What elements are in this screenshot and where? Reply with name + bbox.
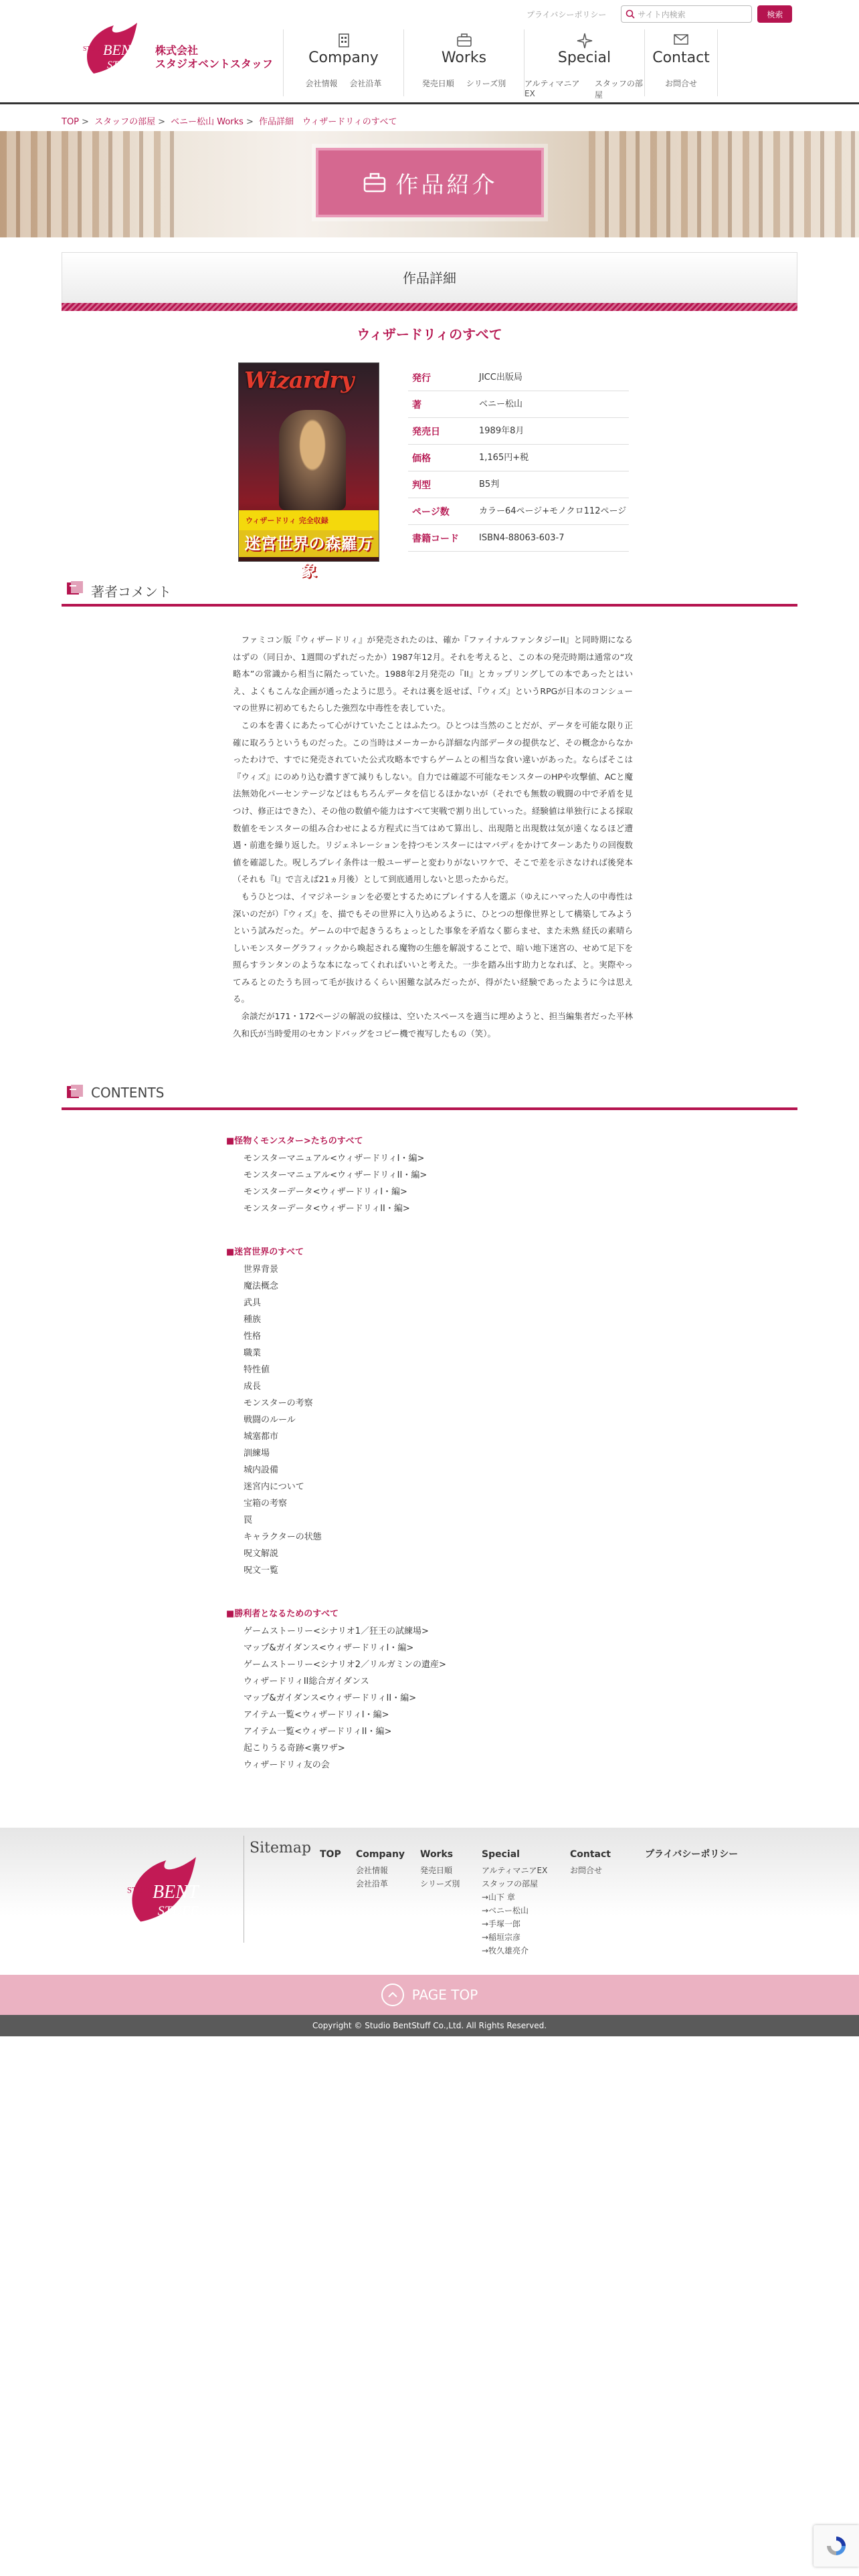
nav-special-ultimania[interactable]: アルティマニアEX	[524, 79, 580, 98]
comment-paragraph: 余談だが171・172ページの解説の紋様は、空いたスペースを適当に埋めようと、担当編集者だった平林久和氏が当時愛用のセカンドバッグをコピー機で複写したもの（笑）。	[233, 1011, 633, 1039]
page-top-label: PAGE TOP	[411, 1987, 478, 2003]
nav-special-title[interactable]: Special	[557, 49, 611, 66]
footer-works-heading[interactable]: Works	[420, 1849, 454, 1860]
spec-key: 書籍コード	[412, 533, 459, 544]
list-item: モンスターマニュアル<ウィザードリィII・編>	[244, 1170, 427, 1180]
cover-figure	[279, 410, 346, 510]
spec-key: ページ数	[412, 506, 450, 518]
briefcase-icon	[456, 32, 473, 48]
copyright: Copyright © Studio BentStuff Co.,Ltd. All Rights Reserved.	[0, 2015, 859, 2036]
building-icon	[335, 32, 353, 48]
nav-contact-inquiry[interactable]: お問合せ	[664, 79, 697, 88]
company-name-line2: スタジオベントスタッフ	[155, 58, 273, 70]
nav-works-title[interactable]: Works	[441, 49, 487, 66]
footer-link[interactable]: →牧久雄亮介	[482, 1946, 529, 1955]
site-footer	[0, 1828, 859, 1975]
search-icon	[626, 9, 635, 19]
list-item: 宝箱の考察	[244, 1499, 288, 1509]
spec-value: B5判	[479, 479, 500, 490]
hero-title-box	[316, 148, 544, 217]
spec-value: ISBN4-88063-603-7	[479, 533, 565, 543]
footer-link[interactable]: →稲垣宗彦	[482, 1933, 521, 1942]
nav-works[interactable]	[403, 29, 524, 96]
book-cover-image	[238, 362, 379, 580]
list-item: 性格	[244, 1331, 262, 1341]
list-item: マップ&ガイダンス<ウィザードリィI・編>	[244, 1643, 414, 1653]
section-title: 作品詳細	[403, 270, 456, 286]
nav-company-info[interactable]: 会社情報	[305, 79, 338, 88]
spec-key: 価格	[412, 453, 431, 464]
site-logo[interactable]	[74, 20, 147, 80]
breadcrumb-staff-room[interactable]: スタッフの部屋	[94, 117, 156, 127]
spec-row	[408, 364, 629, 391]
list-item: マップ&ガイダンス<ウィザードリィII・編>	[244, 1693, 417, 1703]
briefcase-icon	[363, 172, 387, 193]
search-input[interactable]	[621, 5, 752, 23]
list-item: 魔法概念	[244, 1281, 279, 1291]
svg-text:STUDIO: STUDIO	[83, 45, 108, 53]
footer-link[interactable]: 発売日順	[420, 1866, 453, 1875]
nav-works-by-series[interactable]: シリーズ別	[466, 79, 506, 88]
breadcrumb-top[interactable]: TOP	[62, 117, 80, 127]
spec-key: 判型	[412, 479, 431, 491]
list-item: 訓練場	[244, 1448, 270, 1459]
footer-logo[interactable]	[115, 1852, 209, 1932]
list-item: モンスターデータ<ウィザードリィII・編>	[244, 1204, 410, 1214]
spec-value: カラー64ページ+モノクロ112ページ	[479, 506, 627, 516]
svg-text:STUDIO: STUDIO	[126, 1885, 159, 1895]
spec-value: JICC出版局	[479, 372, 522, 383]
spec-value: 1989年8月	[479, 426, 524, 436]
utility-bar	[527, 5, 792, 23]
contents-group-title: ■勝利者となるためのすべて	[226, 1609, 339, 1619]
spec-row	[408, 498, 629, 525]
footer-link[interactable]: 会社沿革	[356, 1879, 389, 1889]
breadcrumb: TOP > スタッフの部屋 > ベニー松山 Works > 作品詳細 ウィザードリィのすべて	[62, 117, 397, 127]
section-title-bar	[62, 252, 797, 303]
hero-banner	[0, 131, 859, 237]
svg-text:STUFF: STUFF	[107, 60, 139, 71]
breadcrumb-works[interactable]: ベニー松山 Works	[171, 117, 244, 127]
list-item: 罠	[244, 1515, 253, 1525]
contents-list	[226, 1133, 628, 1788]
footer-link[interactable]: スタッフの部屋	[482, 1879, 539, 1889]
footer-privacy-link[interactable]: プライバシーポリシー	[645, 1849, 739, 1860]
spec-row	[408, 525, 629, 552]
list-item: 成長	[244, 1382, 262, 1392]
chevron-up-icon	[381, 1983, 404, 2006]
list-item: 職業	[244, 1348, 262, 1358]
contents-group-title: ■迷宮世界のすべて	[226, 1247, 304, 1257]
work-title: ウィザードリィのすべて	[357, 326, 502, 342]
spec-table	[408, 364, 629, 552]
footer-link[interactable]: シリーズ別	[420, 1879, 460, 1889]
list-item: ウィザードリィII総合ガイダンス	[244, 1677, 369, 1687]
hero-title: 作品紹介	[395, 171, 498, 199]
contents-group	[226, 1133, 628, 1217]
list-item: 呪文一覧	[244, 1566, 279, 1576]
spec-value: ベニー松山	[479, 399, 523, 409]
book-icon	[66, 1083, 84, 1101]
list-item: 種族	[244, 1315, 262, 1325]
sparkle-icon	[576, 32, 593, 49]
nav-company-history[interactable]: 会社沿革	[349, 79, 382, 88]
cover-band: ウィザードリィ 完全収録	[239, 510, 379, 530]
company-name-line1: 株式会社	[155, 44, 199, 57]
list-item: モンスターデータ<ウィザードリィI・編>	[244, 1187, 407, 1197]
contents-group	[226, 1606, 628, 1774]
list-item: ゲームストーリー<シナリオ1／狂王の試練場>	[244, 1626, 429, 1636]
list-item: ゲームストーリー<シナリオ2／リルガミンの遺産>	[244, 1660, 446, 1670]
envelope-icon	[672, 32, 690, 47]
footer-top-link[interactable]: TOP	[320, 1849, 341, 1860]
contents-group-title: ■怪物くモンスター>たちのすべて	[226, 1136, 363, 1146]
privacy-link[interactable]: プライバシーポリシー	[527, 9, 607, 19]
list-item: アイテム一覧<ウィザードリィI・編>	[244, 1710, 389, 1720]
list-item: 戦闘のルール	[244, 1415, 296, 1425]
list-item: アイテム一覧<ウィザードリィII・編>	[244, 1727, 392, 1737]
section-stripe	[62, 303, 797, 311]
sitemap-label: Sitemap	[250, 1840, 312, 1856]
footer-company-heading[interactable]: Company	[356, 1849, 405, 1860]
nav-special-staff-room[interactable]: スタッフの部屋	[594, 79, 643, 100]
search-placeholder: サイト内検索	[638, 9, 686, 19]
book-icon	[66, 580, 84, 597]
spec-row	[408, 445, 629, 471]
nav-contact-title[interactable]: Contact	[652, 49, 710, 66]
footer-link[interactable]: お問合せ	[570, 1866, 603, 1875]
list-item: 城塞都市	[244, 1432, 279, 1442]
list-item: 起こりうる奇跡<裏ワザ>	[244, 1743, 345, 1753]
page-top-button[interactable]	[0, 1975, 859, 2015]
company-name	[155, 44, 273, 71]
list-item: 世界背景	[244, 1265, 279, 1275]
footer-link[interactable]: →山下 章	[482, 1893, 515, 1902]
comment-paragraph: もうひとつは、イマジネーションを必要とするためにプレイする人を選ぶ（ゆえにハマった人の中毒性は深いのだが）『ウィズ』を、描でもその世界に入り込めるように、ひとつの想像世界として構築してみようという試みだった。ゲームの中で起きうるちょっとした事象を矛盾なく膨らませ、また未熟 経氏の素晴らしいモンスターグラフィックから喚起される魔物の生態を解説することで、暗い地下迷宮の、せめて足下を照らすランタンのような本になってくれればいいと考えた。一歩を踏み出す助力となれば、と。実際やってみるとのたうち回って毛が抜けるくらい困難な試みだったが、得がたい経験であったように今は思える。	[233, 891, 633, 1004]
author-comment	[233, 631, 633, 1042]
footer-link[interactable]: →手塚一郎	[482, 1919, 521, 1929]
list-item: キャラクターの状態	[244, 1532, 322, 1542]
list-item: 呪文解説	[244, 1549, 279, 1559]
site-header	[0, 0, 859, 104]
nav-works-by-date[interactable]: 発売日順	[421, 79, 454, 88]
cover-big-title: 迷宮世界の森羅万象	[239, 530, 379, 557]
nav-contact[interactable]	[644, 29, 718, 96]
spec-key: 発行	[412, 372, 431, 384]
breadcrumb-current: 作品詳細 ウィザードリィのすべて	[259, 117, 397, 127]
list-item: 迷宮内について	[244, 1482, 304, 1492]
nav-company[interactable]	[283, 29, 403, 96]
spec-row	[408, 418, 629, 445]
cover-logo: Wizardry	[244, 367, 354, 394]
spec-key: 発売日	[412, 426, 440, 437]
list-item: 武具	[244, 1298, 262, 1308]
comment-paragraph: この本を書くにあたって心がけていたことはふたつ。ひとつは当然のことだが、データを可能な限り正確に取ろうというものだった。この当時はメーカーから詳細な内部データの提供など、その概念からなかったわけで、すでに発売されていた公式攻略本ですらゲームとの相当な食い違いがあった。ならばそこは『ウィズ』にのめり込む濃すぎて減りもしない。自力では確認不可能なモンスターのHPや攻撃値、ACと魔法無効化パーセンテージなどはもちろんデータを信じるほかないが（それでも無数の戦闘の中で矛盾を見つけ、修正はできた）、その他の数値や能力はすべて実戦で割り出していった。経験値は単独行による採取数値をモンスターの組み合わせによる方程式に当てはめて算出し、出現階と出現数は気が遠くなるほど遭遇・前進を繰り返した。リジェネレーションを持つモンスターにはマバディをかけてターンあたりの回復数値を確認した。呪しろプレイ条件は一般ユーザーと変わりがないワケで、そこで差を示さなければ後発本（それも『I』で言えば21ヵ月後）として到底通用しないと思ったからだ。	[233, 720, 633, 885]
comment-paragraph: ファミコン版『ウィザードリィ』が発売されたのは、確か『ファイナルファンタジーII』と同時期になるはずの（同日か、1週間のずれだったか）1987年12月。それを考えると、この本の発売時期は通常の“攻略本”の常識から相当に隔たっていた。1988年2月発売の『II』とカップリングしての本であったとはいえ、よくもこんな企画が通ったように思う。それは裏を返せば、『ウィズ』というRPGが日本のコンシューマの世界に初めてもたらした強烈な中毒性を表していた。	[233, 635, 633, 714]
spec-value: 1,165円+税	[479, 453, 529, 463]
footer-link[interactable]: 会社情報	[356, 1866, 389, 1875]
nav-special[interactable]	[524, 29, 644, 100]
list-item: モンスターマニュアル<ウィザードリィI・編>	[244, 1154, 425, 1164]
footer-link[interactable]: →ベニー松山	[482, 1906, 529, 1915]
spec-row	[408, 471, 629, 498]
list-item: 城内設備	[244, 1465, 279, 1475]
svg-text:BENT: BENT	[153, 1881, 199, 1903]
recaptcha-badge[interactable]	[814, 2525, 859, 2567]
contents-group	[226, 1244, 628, 1579]
global-nav	[283, 29, 718, 100]
contents-heading: CONTENTS	[91, 1085, 165, 1101]
list-item: ウィザードリィ友の会	[244, 1760, 330, 1770]
footer-link[interactable]: アルティマニアEX	[482, 1866, 548, 1875]
spec-row	[408, 391, 629, 418]
comment-heading-bar	[62, 573, 797, 607]
spec-key: 著	[412, 399, 421, 411]
svg-text:STUFF: STUFF	[157, 1903, 199, 1919]
comment-heading: 著者コメント	[91, 584, 171, 600]
footer-contact-heading[interactable]: Contact	[570, 1849, 611, 1860]
recaptcha-icon	[824, 2534, 848, 2558]
svg-text:BENT: BENT	[103, 41, 139, 58]
search-button[interactable]: 検索	[757, 5, 792, 23]
footer-special-heading[interactable]: Special	[482, 1849, 520, 1860]
list-item: 特性値	[244, 1365, 270, 1375]
nav-company-title[interactable]: Company	[308, 49, 379, 66]
contents-heading-bar	[62, 1077, 797, 1110]
list-item: モンスターの考察	[244, 1398, 313, 1408]
